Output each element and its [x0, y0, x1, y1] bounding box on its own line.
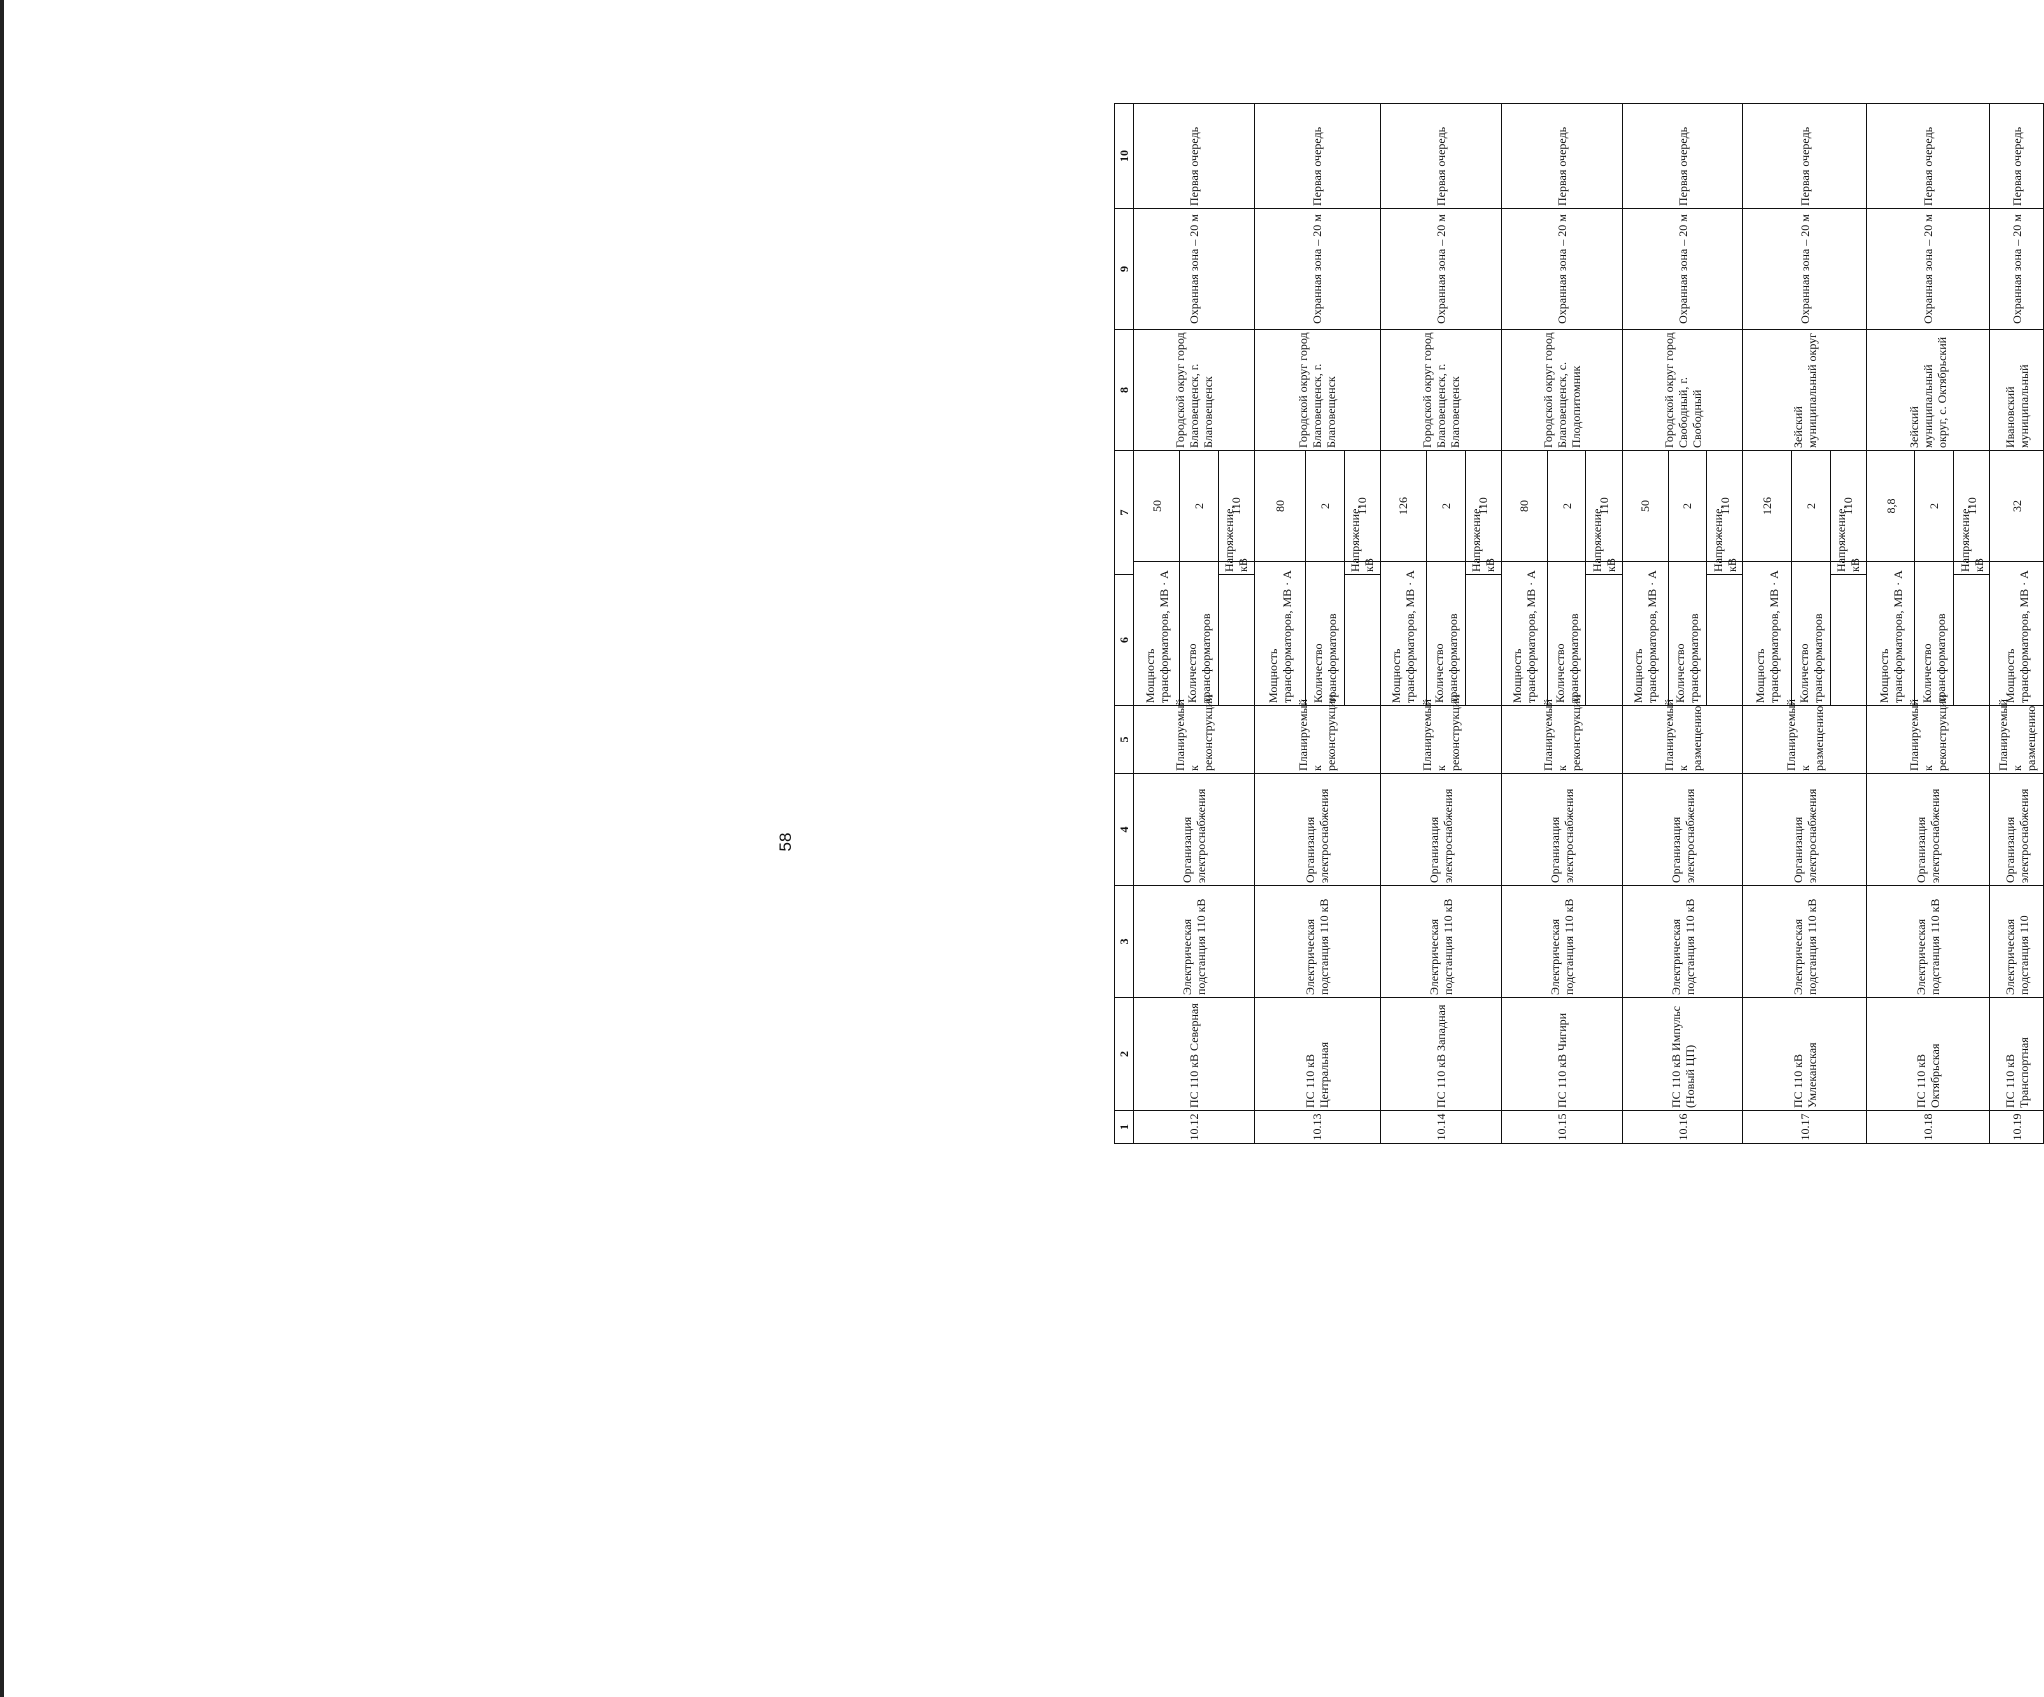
row-number: 10.12 [1134, 1111, 1255, 1144]
col-num-9: 9 [1115, 209, 1134, 330]
voltage-value: 110 [1586, 451, 1622, 562]
scan-edge [0, 0, 4, 1697]
param-label-count: Количество трансформаторов [1180, 562, 1219, 706]
table-body [1134, 104, 2044, 1144]
param-label-count: Количество трансформаторов [1792, 562, 1831, 706]
param-label-voltage: Напряжение, кВ [1586, 562, 1622, 575]
substations-table [1114, 103, 2044, 1144]
object-status: Планируемый к реконструкции [1380, 706, 1501, 774]
object-purpose: Организация электроснабжения [1622, 774, 1743, 886]
object-status: Планируемый к реконструкции [1501, 706, 1622, 774]
construction-queue: Первая очередь [1380, 104, 1501, 209]
object-purpose: Организация электроснабжения [1134, 774, 1255, 886]
power-value: 80 [1254, 451, 1305, 562]
count-value: 2 [1915, 451, 1954, 562]
substation-name: ПС 110 кВ Умлеканская [1743, 998, 1866, 1111]
rotated-table-wrapper [1114, 104, 2044, 1144]
object-purpose: Организация электроснабжения [1501, 774, 1622, 886]
param-label-count: Количество трансформаторов [1306, 562, 1345, 706]
table-row [1134, 104, 1180, 1144]
param-label-power: Мощность трансформаторов, МВ · А [1743, 562, 1792, 706]
location: Зейский муниципальный округ [1743, 330, 1866, 451]
table-row [1622, 104, 1668, 1144]
substation-name: ПС 110 кВ Октябрьская [1866, 998, 1989, 1111]
spacer-cell [1707, 575, 1743, 706]
protection-zone: Охранная зона – 20 м [1254, 209, 1380, 330]
table-row [1990, 104, 2044, 1144]
object-type: Электрическая подстанция 110 кВ [1254, 886, 1380, 998]
object-status: Планируемый к реконструкции [1866, 706, 1989, 774]
protection-zone: Охранная зона – 20 м [1622, 209, 1743, 330]
spacer-cell [1465, 575, 1501, 706]
table-row [1380, 104, 1426, 1144]
location: Городской округ город Благовещенск, г. Благовещенск [1380, 330, 1501, 451]
param-label-power: Мощность трансформаторов, МВ · А [1254, 562, 1305, 706]
protection-zone: Охранная зона – 20 м [1743, 209, 1866, 330]
location: Городской округ город Благовещенск, г. Благовещенск [1134, 330, 1255, 451]
voltage-value: 110 [1954, 451, 1990, 562]
object-purpose: Организация электроснабжения [1743, 774, 1866, 886]
power-value: 126 [1380, 451, 1426, 562]
location: Городской округ город Благовещенск, г. Благовещенск [1254, 330, 1380, 451]
object-status: Планируемый к размещению [1743, 706, 1866, 774]
col-num-1: 1 [1115, 1111, 1134, 1144]
spacer-cell [1218, 575, 1254, 706]
voltage-value: 110 [1830, 451, 1866, 562]
page-number: 58 [776, 832, 795, 852]
voltage-value: 110 [1707, 451, 1743, 562]
object-type: Электрическая подстанция 110 кВ [1380, 886, 1501, 998]
param-label-power: Мощность трансформаторов, МВ · А [1622, 562, 1668, 706]
construction-queue: Первая очередь [1501, 104, 1622, 209]
location: Зейский муниципальный округ, с. Октябрьский [1866, 330, 1989, 451]
location: Ивановский муниципальный [1990, 330, 2044, 451]
table-row [1254, 104, 1305, 1144]
count-value: 2 [1792, 451, 1831, 562]
col-num-4: 4 [1115, 774, 1134, 886]
protection-zone: Охранная зона – 20 м [1134, 209, 1255, 330]
object-type: Электрическая подстанция 110 кВ [1743, 886, 1866, 998]
substation-name: ПС 110 кВ Импульс (Новый ЦП) [1622, 998, 1743, 1111]
count-value: 2 [1306, 451, 1345, 562]
construction-queue: Первая очередь [1990, 104, 2044, 209]
param-label-voltage: Напряжение, кВ [1465, 562, 1501, 575]
object-type: Электрическая подстанция 110 [1990, 886, 2044, 998]
spacer-cell [1954, 575, 1990, 706]
substation-name: ПС 110 кВ Чигири [1501, 998, 1622, 1111]
row-number: 10.14 [1380, 1111, 1501, 1144]
construction-queue: Первая очередь [1134, 104, 1255, 209]
col-num-6: 6 [1115, 575, 1134, 706]
voltage-value: 110 [1344, 451, 1380, 562]
count-value: 2 [1668, 451, 1707, 562]
power-value: 50 [1134, 451, 1180, 562]
row-number: 10.17 [1743, 1111, 1866, 1144]
protection-zone: Охранная зона – 20 м [1990, 209, 2044, 330]
row-number: 10.15 [1501, 1111, 1622, 1144]
param-label-voltage: Напряжение, кВ [1344, 562, 1380, 575]
param-label-power: Мощность трансформаторов, МВ · А [1134, 562, 1180, 706]
param-label-count: Количество трансформаторов [1668, 562, 1707, 706]
voltage-value: 110 [1465, 451, 1501, 562]
param-label-count: Количество трансформаторов [1547, 562, 1586, 706]
object-type: Электрическая подстанция 110 кВ [1134, 886, 1255, 998]
power-value: 8,8 [1866, 451, 1915, 562]
param-label-power: Мощность трансформаторов, МВ · А [1501, 562, 1547, 706]
power-value: 80 [1501, 451, 1547, 562]
substation-name: ПС 110 кВ Центральная [1254, 998, 1380, 1111]
table-row [1866, 104, 1915, 1144]
row-number: 10.16 [1622, 1111, 1743, 1144]
substation-name: ПС 110 кВ Транспортная [1990, 998, 2044, 1111]
protection-zone: Охранная зона – 20 м [1380, 209, 1501, 330]
col-num-10: 10 [1115, 104, 1134, 209]
row-number: 10.13 [1254, 1111, 1380, 1144]
protection-zone: Охранная зона – 20 м [1866, 209, 1989, 330]
substation-name: ПС 110 кВ Западная [1380, 998, 1501, 1111]
param-label-count: Количество трансформаторов [1915, 562, 1954, 706]
table-row [1501, 104, 1547, 1144]
table-row [1743, 104, 1792, 1144]
col-num-7: 7 [1115, 451, 1134, 575]
object-purpose: Организация электроснабжения [1380, 774, 1501, 886]
object-status: Планируемый к размещению [1990, 706, 2044, 774]
param-label-voltage: Напряжение, кВ [1218, 562, 1254, 575]
param-label-voltage: Напряжение, кВ [1954, 562, 1990, 575]
param-label-power: Мощность трансформаторов, МВ · А [1990, 562, 2044, 706]
param-label-count: Количество трансформаторов [1426, 562, 1465, 706]
power-value: 32 [1990, 451, 2044, 562]
row-number: 10.19 [1990, 1111, 2044, 1144]
object-purpose: Организация электроснабжения [1254, 774, 1380, 886]
power-value: 50 [1622, 451, 1668, 562]
object-status: Планируемый к реконструкции [1254, 706, 1380, 774]
construction-queue: Первая очередь [1743, 104, 1866, 209]
object-type: Электрическая подстанция 110 кВ [1501, 886, 1622, 998]
construction-queue: Первая очередь [1866, 104, 1989, 209]
count-value: 2 [1426, 451, 1465, 562]
spacer-cell [1586, 575, 1622, 706]
column-numbers-row [1115, 104, 1134, 1144]
protection-zone: Охранная зона – 20 м [1501, 209, 1622, 330]
object-type: Электрическая подстанция 110 кВ [1622, 886, 1743, 998]
param-label-power: Мощность трансформаторов, МВ · А [1380, 562, 1426, 706]
object-status: Планируемый к размещению [1622, 706, 1743, 774]
param-label-voltage: Напряжение, кВ [1707, 562, 1743, 575]
col-num-3: 3 [1115, 886, 1134, 998]
count-value: 2 [1547, 451, 1586, 562]
col-num-5: 5 [1115, 706, 1134, 774]
construction-queue: Первая очередь [1622, 104, 1743, 209]
object-type: Электрическая подстанция 110 кВ [1866, 886, 1989, 998]
param-label-voltage: Напряжение, кВ [1830, 562, 1866, 575]
location: Городской округ город Свободный, г. Свободный [1622, 330, 1743, 451]
col-num-8: 8 [1115, 330, 1134, 451]
row-number: 10.18 [1866, 1111, 1989, 1144]
substation-name: ПС 110 кВ Северная [1134, 998, 1255, 1111]
spacer-cell [1344, 575, 1380, 706]
location: Городской округ город Благовещенск, с. Плодопитомник [1501, 330, 1622, 451]
construction-queue: Первая очередь [1254, 104, 1380, 209]
count-value: 2 [1180, 451, 1219, 562]
object-status: Планируемый к реконструкции [1134, 706, 1255, 774]
param-label-power: Мощность трансформаторов, МВ · А [1866, 562, 1915, 706]
object-purpose: Организация электроснабжения [1990, 774, 2044, 886]
voltage-value: 110 [1218, 451, 1254, 562]
col-num-2: 2 [1115, 998, 1134, 1111]
spacer-cell [1830, 575, 1866, 706]
object-purpose: Организация электроснабжения [1866, 774, 1989, 886]
power-value: 126 [1743, 451, 1792, 562]
